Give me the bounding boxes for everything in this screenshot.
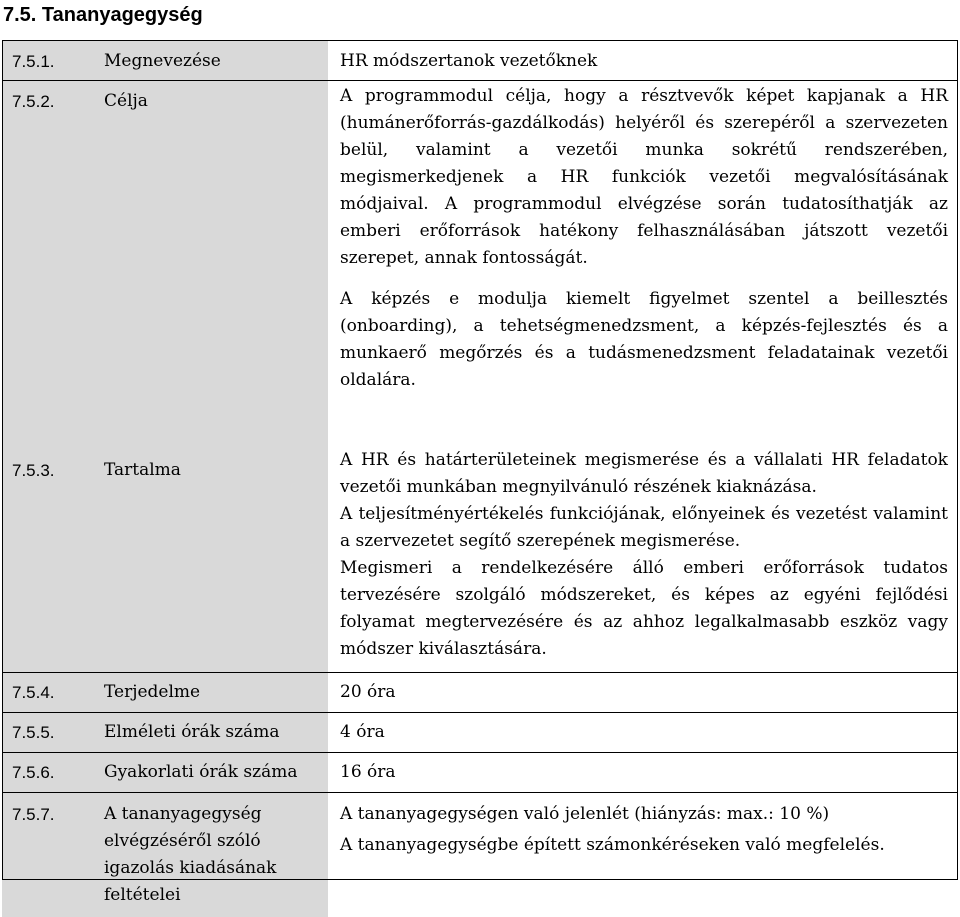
module-spec-table (2, 40, 958, 917)
row-number: 7.5.7. (2, 793, 90, 917)
row-completion-conditions (2, 793, 958, 917)
row-content (328, 673, 958, 713)
content-paragraph: 16 óra (340, 762, 396, 782)
row-name (2, 41, 958, 81)
row-label: Tartalma (90, 447, 328, 673)
row-number: 7.5.1. (2, 41, 90, 81)
content-paragraph: A HR és határterületeinek megismerése és a vállalati HR feladatok vezetői munkában megnyilvánuló részének kiaknázása. (340, 449, 948, 497)
row-number: 7.5.4. (2, 673, 90, 713)
row-content (328, 713, 958, 753)
row-number: 7.5.6. (2, 753, 90, 793)
row-number: 7.5.2. (2, 81, 90, 447)
content-paragraph: 4 óra (340, 722, 385, 742)
content-paragraph: A programmodul célja, hogy a résztvevők képet kapjanak a HR (humánerőforrás-gazdálkodás) helyéről és szerepéről a szervezeten belül, valamint a vezetői munka sokrétű rendszerében, megismerkedjenek a HR funkciók vezetői megvalósításának módjaival. A programmodul elvégzése során tudatosíthatják az emberi erőforrások hatékony felhasználásában játszott vezetői szerepet, annak fontosságát. (340, 86, 948, 268)
row-label: Megnevezése (90, 41, 328, 81)
row-duration (2, 673, 958, 713)
row-content (328, 753, 958, 793)
row-content (328, 41, 958, 81)
section-heading: 7.5. Tananyagegység (3, 4, 203, 26)
row-label: Gyakorlati órák száma (90, 753, 328, 793)
row-content (328, 793, 958, 917)
row-number: 7.5.5. (2, 713, 90, 753)
content-paragraph: A tananyagegységbe épített számonkéréseken való megfelelés. (340, 835, 885, 855)
row-number: 7.5.3. (2, 447, 90, 673)
row-content (328, 81, 958, 447)
row-label: A tananyagegység elvégzéséről szóló igazolás kiadásának feltételei (90, 793, 328, 917)
content-paragraph: A teljesítményértékelés funkciójának, előnyeinek és vezetést valamint a szervezetet segítő szerepének megismerése. (340, 503, 948, 551)
row-goal (2, 81, 958, 447)
content-paragraph: HR módszertanok vezetőknek (340, 51, 598, 71)
row-label: Terjedelme (90, 673, 328, 713)
content-paragraph: 20 óra (340, 682, 396, 702)
row-content-topics (2, 447, 958, 673)
row-label: Célja (90, 81, 328, 447)
content-paragraph: A képzés e modulja kiemelt figyelmet szentel a beillesztés (onboarding), a tehetségmenedzsment, a képzés-fejlesztés és a munkaerő megőrzés és a tudásmenedzsment feladatainak vezetői oldalára. (340, 289, 948, 390)
row-label: Elméleti órák száma (90, 713, 328, 753)
row-theory-hours (2, 713, 958, 753)
content-paragraph: Megismeri a rendelkezésére álló emberi erőforrások tudatos tervezésére szolgáló módszereket, és képes az egyéni fejlődési folyamat megtervezésére és az ahhoz legalkalmasabb eszköz vagy módszer kiválasztására. (340, 557, 948, 659)
row-practice-hours (2, 753, 958, 793)
row-content (328, 447, 958, 673)
content-paragraph: A tananyagegységen való jelenlét (hiányzás: max.: 10 %) (340, 804, 830, 824)
